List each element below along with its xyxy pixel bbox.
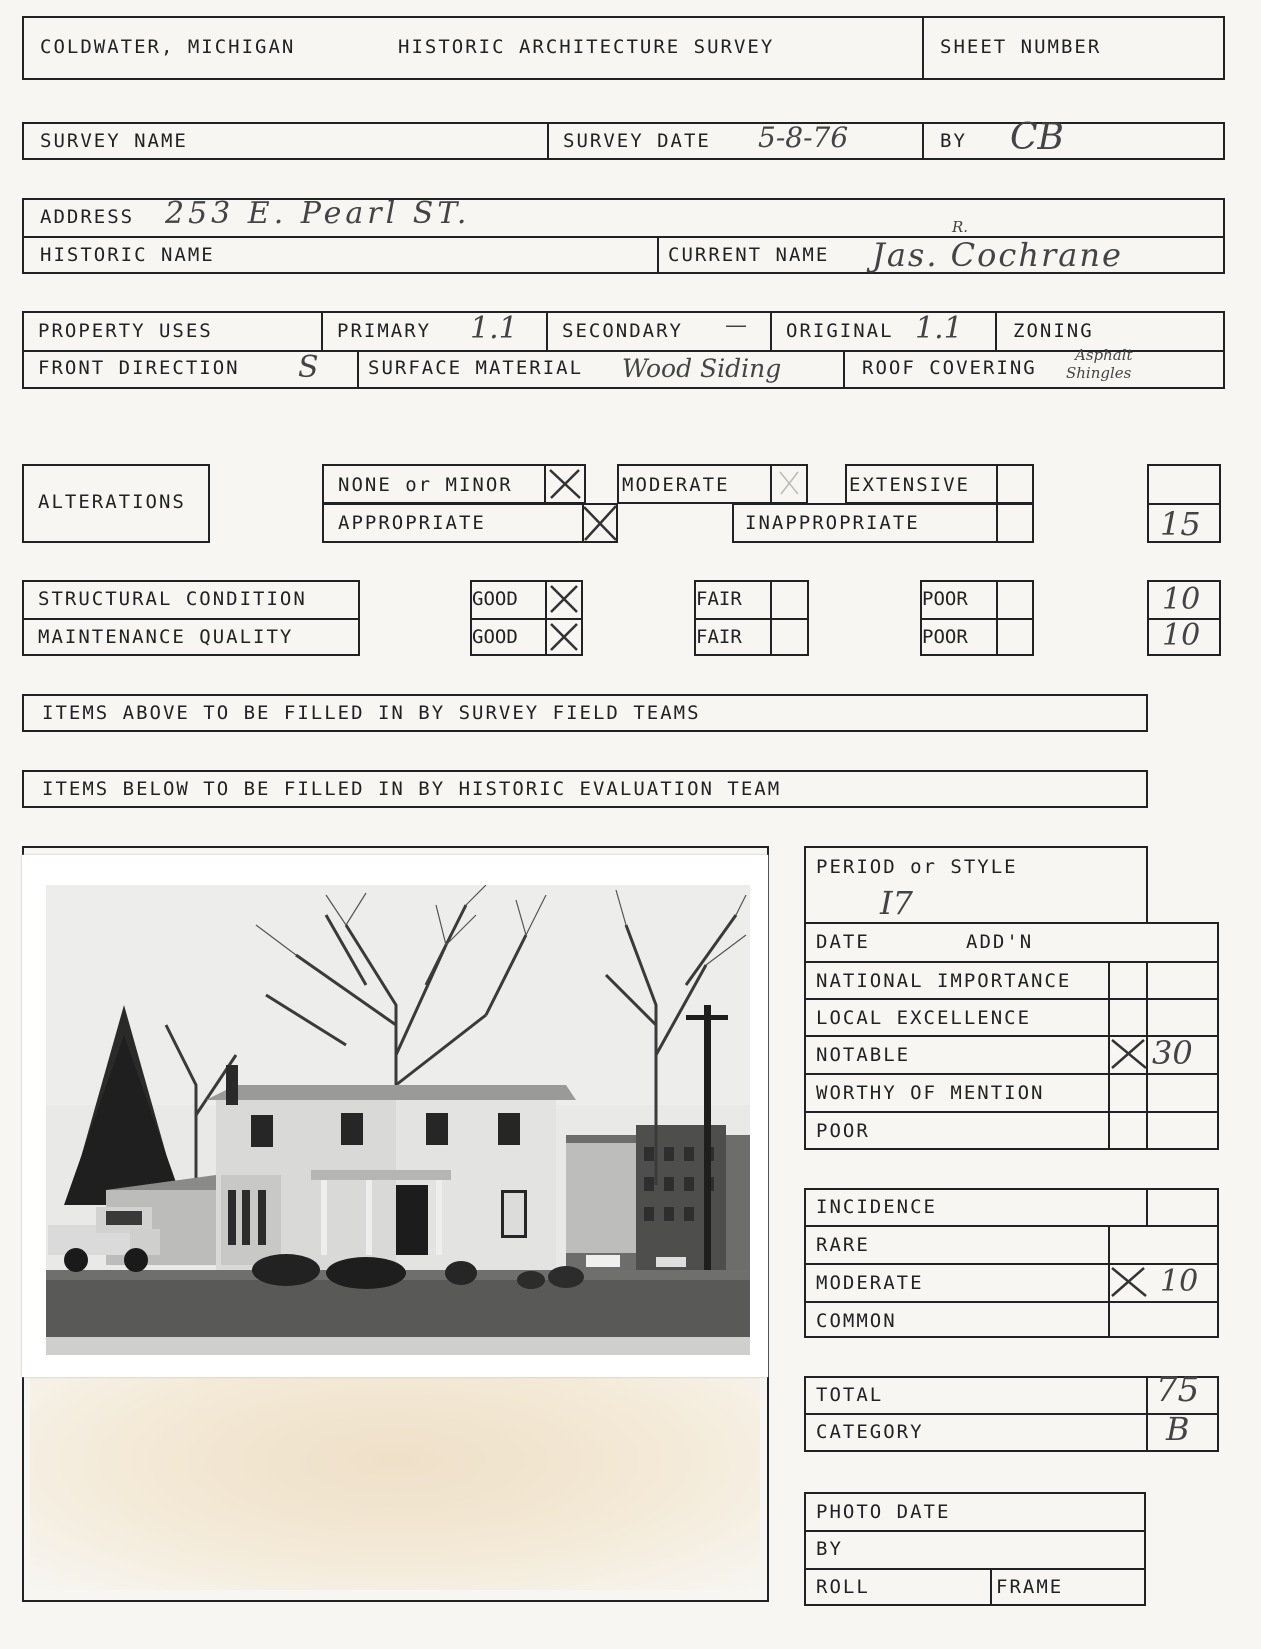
extensive-label: EXTENSIVE [849, 474, 970, 496]
front-direction-value: S [298, 350, 319, 385]
paper-stain [30, 1375, 760, 1590]
surface-material-label: SURFACE MATERIAL [368, 357, 584, 379]
house-photo [46, 885, 750, 1355]
incidence-rule-2 [804, 1263, 1219, 1265]
structural-good-x-mark [547, 582, 581, 616]
original-value: 1.1 [915, 311, 963, 346]
roll-frame-divider [990, 1568, 992, 1606]
alterations-score: 15 [1160, 505, 1201, 543]
eval-poor-label: POOR [816, 1120, 870, 1142]
importance-rule-2 [804, 998, 1219, 1000]
none-minor-label: NONE or MINOR [338, 474, 513, 496]
survey-divider-2 [922, 122, 924, 160]
importance-rule-1 [804, 961, 1219, 963]
extensive-check-div [996, 464, 998, 504]
sheet-number-label: SHEET NUMBER [940, 36, 1102, 58]
moderate-faint-mark [774, 466, 804, 500]
notable-score: 30 [1152, 1034, 1193, 1072]
roof-covering-label: ROOF COVERING [862, 357, 1037, 379]
totals-col [1146, 1376, 1148, 1452]
maintenance-score: 10 [1162, 618, 1201, 653]
incidence-rule-3 [804, 1301, 1219, 1303]
moderate-check-div [770, 464, 772, 504]
secondary-label: SECONDARY [562, 320, 683, 342]
roll-label: ROLL [816, 1576, 870, 1598]
fair-rule [694, 618, 809, 620]
property-rule [22, 350, 1225, 352]
incidence-label: INCIDENCE [816, 1196, 937, 1218]
house-photo-card [22, 855, 768, 1377]
national-importance-label: NATIONAL IMPORTANCE [816, 970, 1072, 992]
period-style-value: I7 [880, 884, 913, 922]
roof-covering-value-1: Asphalt [1075, 346, 1133, 364]
poor-rule [920, 618, 1034, 620]
category-value: B [1166, 1410, 1190, 1448]
structural-fair-label: FAIR [696, 588, 742, 610]
current-name-note: R. [952, 218, 969, 236]
period-style-label: PERIOD or STYLE [816, 856, 1018, 878]
maintenance-fair-label: FAIR [696, 626, 742, 648]
roof-covering-value-2: Shingles [1066, 364, 1132, 382]
property-div-1 [321, 311, 323, 350]
structural-good-label: GOOD [472, 588, 518, 610]
photo-info-rule-1 [804, 1530, 1146, 1532]
survey-by-value: CB [1010, 117, 1064, 158]
inappropriate-check-div [996, 503, 998, 543]
property-uses-label: PROPERTY USES [38, 320, 213, 342]
original-label: ORIGINAL [786, 320, 894, 342]
maintenance-good-label: GOOD [472, 626, 518, 648]
survey-divider-1 [547, 122, 549, 160]
survey-date-label: SURVEY DATE [563, 130, 711, 152]
survey-date-value: 5-8-76 [758, 121, 849, 154]
local-excellence-label: LOCAL EXCELLENCE [816, 1007, 1032, 1029]
alterations-moderate-label: MODERATE [622, 474, 730, 496]
current-name-value: Jas. Cochrane [872, 236, 1123, 274]
importance-rule-4 [804, 1073, 1219, 1075]
incidence-rule-1 [804, 1225, 1219, 1227]
property-div-3 [770, 311, 772, 350]
address-value: 253 E. Pearl ST. [165, 196, 471, 231]
structural-score: 10 [1162, 582, 1201, 617]
primary-value: 1.1 [470, 311, 518, 346]
property-div-2 [546, 311, 548, 350]
incidence-moderate-label: MODERATE [816, 1272, 924, 1294]
secondary-value: — [725, 313, 747, 338]
photo-info-rule-2 [804, 1568, 1146, 1570]
total-label: TOTAL [816, 1384, 884, 1406]
totals-rule [804, 1413, 1219, 1415]
alterations-label: ALTERATIONS [38, 491, 186, 513]
zoning-label: ZONING [1013, 320, 1094, 342]
importance-rule-5 [804, 1111, 1219, 1113]
survey-title: HISTORIC ARCHITECTURE SURVEY [398, 36, 775, 58]
condition-label-rule [22, 618, 360, 620]
property-div-4 [995, 311, 997, 350]
survey-by-label: BY [940, 130, 967, 152]
rare-label: RARE [816, 1234, 870, 1256]
maintenance-poor-label: POOR [922, 626, 968, 648]
survey-name-label: SURVEY NAME [40, 130, 188, 152]
photo-by-label: BY [816, 1538, 843, 1560]
frame-label: FRAME [996, 1576, 1064, 1598]
header-divider [922, 16, 924, 80]
poor-check-div [996, 580, 998, 656]
worthy-label: WORTHY OF MENTION [816, 1082, 1045, 1104]
surface-material-value: Wood Siding [622, 354, 782, 383]
appropriate-x-mark [580, 503, 620, 543]
incidence-col-2 [1146, 1188, 1148, 1225]
structural-label: STRUCTURAL CONDITION [38, 588, 307, 610]
category-label: CATEGORY [816, 1421, 924, 1443]
eval-addn-label: ADD'N [966, 931, 1034, 953]
fair-check-div [770, 580, 772, 656]
city-title: COLDWATER, MICHIGAN [40, 36, 296, 58]
above-note: ITEMS ABOVE TO BE FILLED IN BY SURVEY FIELD TEAMS [42, 702, 701, 724]
incidence-moderate-score: 10 [1160, 1264, 1199, 1299]
notable-x-mark [1106, 1036, 1152, 1072]
none-minor-x-mark [546, 466, 584, 502]
property-div-6 [843, 350, 845, 389]
primary-label: PRIMARY [337, 320, 432, 342]
common-label: COMMON [816, 1310, 897, 1332]
eval-date-label: DATE [816, 931, 870, 953]
current-name-label: CURRENT NAME [668, 244, 830, 266]
address-label: ADDRESS [40, 206, 135, 228]
appropriate-label: APPROPRIATE [338, 512, 486, 534]
maintenance-good-x-mark [547, 620, 581, 654]
property-div-5 [357, 350, 359, 389]
incidence-moderate-x-mark [1106, 1264, 1152, 1300]
front-direction-label: FRONT DIRECTION [38, 357, 240, 379]
notable-label: NOTABLE [816, 1044, 911, 1066]
structural-poor-label: POOR [922, 588, 968, 610]
inappropriate-label: INAPPROPRIATE [745, 512, 920, 534]
below-note: ITEMS BELOW TO BE FILLED IN BY HISTORIC EVALUATION TEAM [42, 778, 782, 800]
photo-date-label: PHOTO DATE [816, 1501, 951, 1523]
total-value: 75 [1156, 1370, 1200, 1410]
maintenance-label: MAINTENANCE QUALITY [38, 626, 294, 648]
historic-name-label: HISTORIC NAME [40, 244, 215, 266]
historic-current-divider [657, 236, 659, 274]
